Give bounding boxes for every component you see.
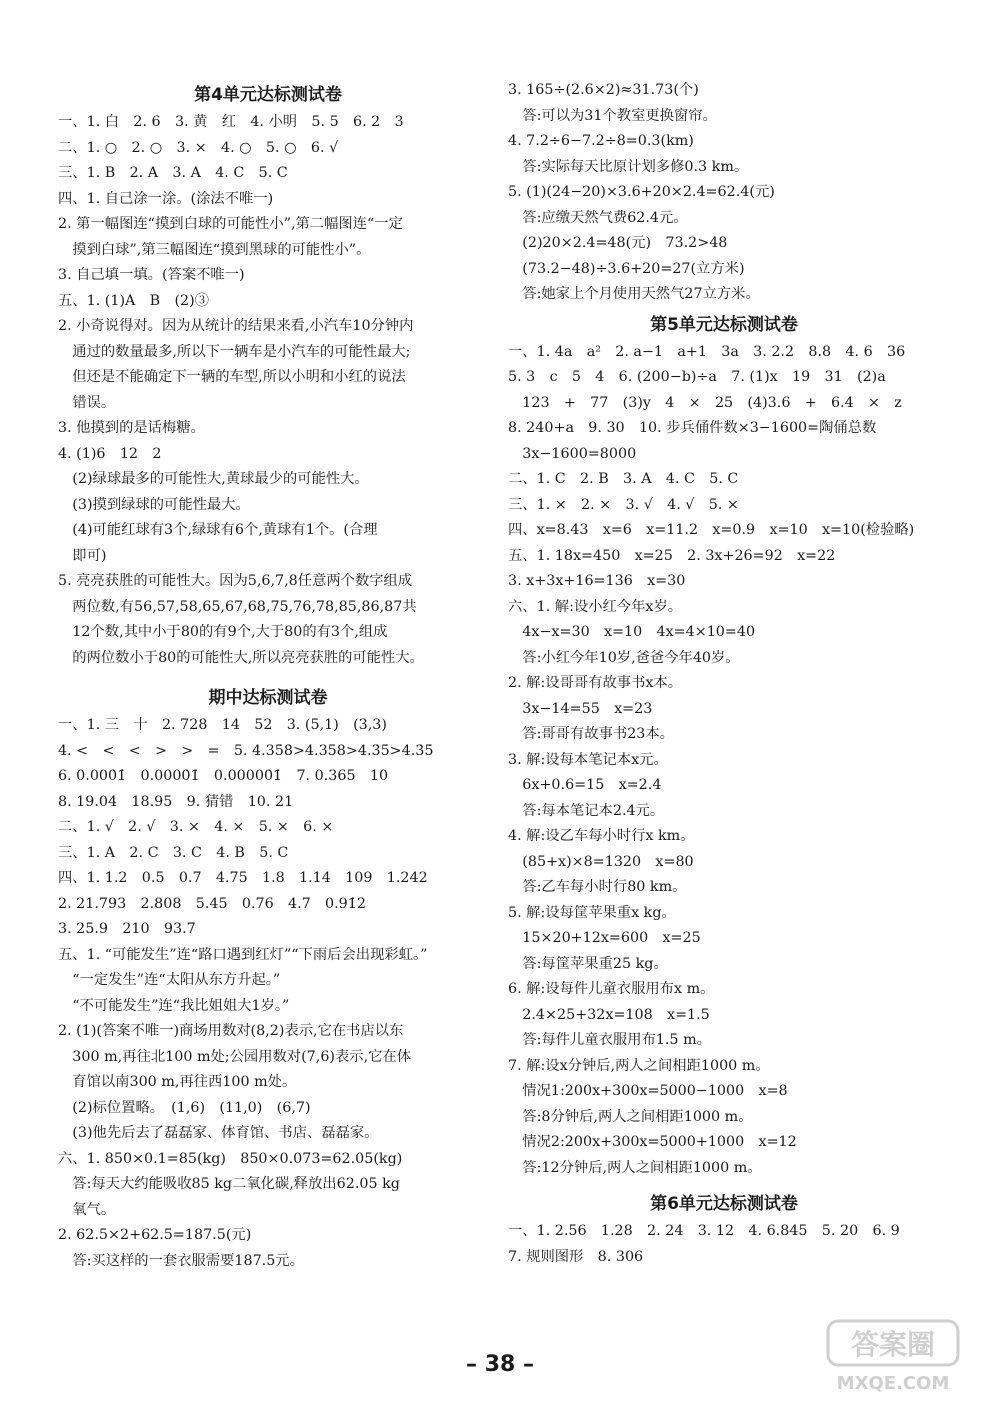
answer-line: 摸到白球”,第三幅图连“摸到黑球的可能性小”。: [58, 241, 371, 258]
answer-line: 五、1. 18x=450 x=25 2. 3x+26=92 x=22: [508, 547, 836, 564]
section-title-midterm: 期中达标测试卷: [208, 688, 328, 708]
answer-line: 5. 3 c 5 4 6. (200−b)÷a 7. (1)x 19 31 (2)a: [508, 369, 886, 385]
answer-line: 答:可以为31个教室更换窗帘。: [508, 107, 717, 124]
answer-line: 一、1. 三 十 2. 728 14 52 3. (5,1) (3,3): [58, 717, 387, 733]
answer-line: 2.4×25+32x=108 x=1.5: [508, 1006, 710, 1023]
answer-line: 6. 解:设每件儿童衣服用布x m。: [508, 981, 715, 997]
answer-line: 答:每本笔记本2.4元。: [508, 802, 665, 819]
continued-answers: [508, 78, 940, 308]
answer-line: 二、1. C 2. B 3. A 4. C 5. C: [508, 471, 739, 487]
answer-line: (2)20×2.4=48(元) 73.2>48: [508, 235, 728, 251]
answer-line: 两位数,有56,57,58,65,67,68,75,76,78,85,86,87共: [58, 598, 417, 615]
answer-line: 一、1. 2.56 1.28 2. 24 3. 12 4. 6.845 5. 20 6. 9: [508, 1223, 900, 1239]
answer-line: 错误。: [58, 394, 116, 411]
answer-line: 4. 解:设乙车每小时行x km。: [508, 828, 695, 844]
answer-line: 6. 0.000̇1̇ 0.0000̇1̇ 0.00000̇1̇ 7. 0.365 10: [58, 768, 389, 784]
answer-line: 二、1. ○ 2. ○ 3. × 4. ○ 5. ○ 6. √: [58, 139, 339, 156]
answer-line: 2. 解:设哥哥有故事书x本。: [508, 675, 683, 691]
answer-line: 6x+0.6=15 x=2.4: [508, 777, 662, 793]
answer-line: 答:每天大约能吸收85 kg二氧化碳,释放出62.05 kg: [58, 1176, 400, 1192]
answer-line: 答:8分钟后,两人之间相距1000 m。: [508, 1108, 753, 1125]
answer-line: 2. 第一幅图连“摸到白球的可能性小”,第二幅图连“一定: [58, 216, 403, 232]
midterm-answers: [58, 713, 478, 1274]
answer-line: 但还是不能确定下一辆的车型,所以小明和小红的说法: [58, 369, 406, 385]
answer-line: 答:12分钟后,两人之间相距1000 m。: [508, 1159, 762, 1176]
answer-line: 3. 165÷(2.6×2)≈31.73(个): [508, 82, 699, 98]
answer-line: 123 + 77 (3)y 4 × 25 (4)3.6 + 6.4 × z: [508, 394, 902, 411]
watermark-top-text: 答案圈: [850, 1328, 936, 1361]
section-title-unit6: 第6单元达标测试卷: [650, 1194, 798, 1214]
answer-line: “不可能发生”连“我比姐姐大1岁。”: [58, 997, 290, 1014]
answer-line: 三、1. A 2. C 3. C 4. B 5. C: [58, 844, 289, 861]
answer-line: 2. 62.5×2+62.5=187.5(元): [58, 1227, 252, 1243]
answer-line: 五、1. (1)A B (2)③: [58, 292, 210, 309]
answer-line: (4)可能红球有3个,绿球有6个,黄球有1个。(合理: [58, 522, 378, 538]
answer-line: 答:乙车每小时行80 km。: [508, 879, 687, 895]
answer-line: 五、1. “可能发生”连“路口遇到红灯”“下雨后会出现彩虹。”: [58, 946, 428, 963]
answer-line: 7. 解:设x分钟后,两人之间相距1000 m。: [508, 1057, 770, 1074]
answer-line: 3. 25.9 210 93.7: [58, 921, 196, 937]
answer-line: 2. (1)(答案不唯一)商场用数对(8,2)表示,它在书店以东: [58, 1023, 404, 1039]
answer-line: 三、1. × 2. × 3. √ 4. √ 5. ×: [508, 496, 739, 513]
answer-line: 答:买这样的一套衣服需要187.5元。: [58, 1252, 304, 1269]
answer-line: 育馆以南300 m,再往西100 m处。: [58, 1074, 297, 1090]
page-number: – 38 –: [466, 1352, 534, 1377]
left-column: [58, 78, 478, 1274]
answer-line: 答:哥哥有故事书23本。: [508, 726, 674, 742]
answer-line: 二、1. √ 2. √ 3. × 4. × 5. × 6. ×: [58, 819, 334, 835]
answer-line: 一、1. 4a a² 2. a−1 a+1 3a 3. 2.2 8.8 4. 6 36: [508, 343, 906, 360]
answer-line: 即可): [58, 547, 107, 564]
answer-line: 四、x=8.43 x=6 x=11.2 x=0.9 x=10 x=10(检验略): [508, 522, 915, 538]
answer-line: 答:实际每天比原计划多修0.3 km。: [508, 158, 749, 175]
answer-line: 300 m,再往北100 m处;公园用数对(7,6)表示,它在体: [58, 1048, 412, 1065]
answer-line: 的两位数小于80的可能性大,所以亮亮获胜的可能性大。: [58, 649, 424, 666]
answer-line: 3. 解:设每本笔记本x元。: [508, 751, 668, 768]
answer-line: 4. (1)6 12 2: [58, 445, 162, 462]
answer-line: (3)他先后去了磊磊家、体育馆、书店、磊磊家。: [58, 1125, 379, 1141]
answer-line: (73.2−48)÷3.6+20=27(立方米): [508, 260, 745, 277]
answer-line: 4x−x=30 x=10 4x=4×10=40: [508, 624, 756, 640]
answer-line: 情况2:200x+300x=5000+1000 x=12: [508, 1134, 797, 1150]
watermark-bottom-text: MXQE.COM: [836, 1373, 950, 1394]
answer-line: 氧气。: [58, 1201, 116, 1218]
answer-line: 5. (1)(24−20)×3.6+20×2.4=62.4(元): [508, 184, 775, 200]
answer-line: 答:每筐苹果重25 kg。: [508, 955, 668, 972]
answer-line: 8. 240+a 9. 30 10. 步兵俑件数×3−1600=陶俑总数: [508, 420, 877, 436]
answer-line: 六、1. 解:设小红今年x岁。: [508, 598, 683, 615]
answer-line: (2)绿球最多的可能性大,黄球最少的可能性大。: [58, 471, 369, 487]
answer-line: 5. 解:设每筐苹果重x kg。: [508, 904, 676, 921]
answer-line: 答:小红今年10岁,爸爸今年40岁。: [508, 649, 740, 666]
watermark-logo: [818, 1317, 968, 1397]
section-title-unit5: 第5单元达标测试卷: [650, 314, 798, 335]
answer-line: 2. 小奇说得对。因为从统计的结果来看,小汽车10分钟内: [58, 318, 414, 334]
section-title-unit4: 第4单元达标测试卷: [194, 85, 342, 105]
answer-line: 5. 亮亮获胜的可能性大。因为5,6,7,8任意两个数字组成: [58, 573, 413, 589]
answer-line: 4. < < < > > = 5. 4.35̇8̇>4.358>4.3̇5̇>4.3̇5̇: [58, 742, 434, 759]
answer-line: 答:她家上个月使用天然气27立方米。: [508, 286, 760, 302]
answer-line: 3x−14=55 x=23: [508, 700, 653, 717]
answer-line: 一、1. 白 2. 6 3. 黄 红 4. 小明 5. 5 6. 2 3: [58, 114, 404, 130]
answer-line: (85+x)×8=1320 x=80: [508, 853, 694, 870]
unit4-answers: [58, 110, 478, 671]
answer-line: 3. 他摸到的是话梅糖。: [58, 420, 205, 436]
answer-line: 15×20+12x=600 x=25: [508, 930, 701, 946]
answer-line: 通过的数量最多,所以下一辆车是小汽车的可能性最大;: [58, 343, 411, 360]
answer-line: 2. 21.793 2.808 5.45 0.76 4.7 0.91̇2̇: [58, 895, 366, 912]
answer-line: (3)摸到绿球的可能性最大。: [58, 496, 250, 513]
answer-line: 3x−1600=8000: [508, 445, 637, 462]
answer-line: 3. 自己填一填。(答案不唯一): [58, 267, 245, 283]
answer-line: 三、1. B 2. A 3. A 4. C 5. C: [58, 165, 288, 181]
answer-line: (2)标位置略。 (1,6) (11,0) (6,7): [58, 1099, 311, 1116]
answer-line: 4. 7.2÷6−7.2÷8=0.3(km): [508, 133, 694, 149]
answer-line: 3. x+3x+16=136 x=30: [508, 573, 686, 589]
answer-line: 四、1. 自己涂一涂。(涂法不唯一): [58, 190, 274, 207]
answer-line: 答:每件儿童衣服用布1.5 m。: [508, 1032, 711, 1048]
answer-line: “一定发生”连“太阳从东方升起。”: [58, 972, 281, 988]
right-column: [508, 78, 940, 1270]
answer-line: 六、1. 850×0.1=85(kg) 850×0.073=62.05(kg): [58, 1150, 403, 1167]
answer-line: 情况1:200x+300x=5000−1000 x=8: [508, 1083, 788, 1099]
answer-line: 答:应缴天然气费62.4元。: [508, 209, 688, 226]
answer-line: 7. 规则图形 8. 306: [508, 1248, 644, 1265]
unit5-answers: [508, 340, 940, 1182]
answer-line: 8. 19.04 18.95 9. 猜错 10. 21: [58, 793, 294, 810]
answer-line: 12个数,其中小于80的有9个,大于80的有3个,组成: [58, 624, 388, 640]
unit6-answers: [508, 1219, 940, 1270]
answer-line: 四、1. 1.2 0.5 0.7 4.75 1.8 1.14 109 1.242: [58, 870, 428, 886]
